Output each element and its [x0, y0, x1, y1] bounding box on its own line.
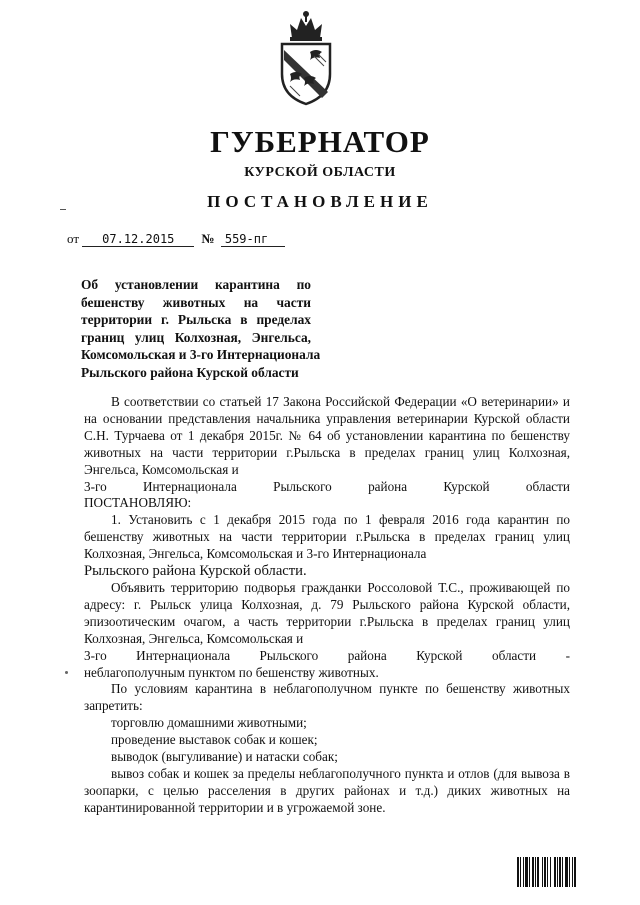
date-prefix: от [67, 231, 80, 246]
prohibition-item: проведение выставок собак и кошек; [111, 732, 318, 748]
subject-line: территории г. Рыльска в пределах [81, 312, 311, 328]
document-number-line [67, 231, 285, 247]
document-date: 07.12.2015 [82, 233, 194, 247]
export-prohibition-paragraph: вывоз собак и кошек за пределы неблагополучного пункта и отлов (для вывоза в зоопарки, с целью расселения в других районах и т.д.) диких животных на карантинированной территории и в угрожаемой зоне. [84, 765, 570, 815]
document-type-heading: ПОСТАНОВЛЕНИЕ [207, 192, 433, 211]
margin-dot [65, 671, 68, 674]
item-1-end: Рыльского района Курской области. [84, 563, 307, 580]
quarantine-conditions-paragraph: По условиям карантина в неблагополучном пункте по бешенству животных запретить: [84, 681, 570, 714]
prohibition-item: выводок (выгуливание) и натаски собак; [111, 749, 338, 765]
barcode-icon [517, 857, 611, 887]
margin-mark [60, 209, 66, 210]
subject-line: Рыльского района Курской области [81, 364, 299, 380]
outbreak-paragraph: Объявить территорию подворья гражданки Россоловой Т.С., проживающей по адресу: г. Рыльск улица Колхозная, д. 79 Рыльского района Курской области, эпизоотическим очагом, а часть территории г.Рыльска в пределах границ улиц Колхозная, Энгельса, Комсомольская и [84, 579, 570, 646]
preamble-paragraph: В соответствии со статьей 17 Закона Российской Федерации «О ветеринарии» и на основании представления начальника управления ветеринарии Курской области С.Н. Турчаева от 1 декабря 2015г. № 64 об установлении карантина по бешенству животных на части территории г.Рыльска в пределах границ улиц Колхозная, Энгельса, Комсомольская и [84, 394, 570, 477]
document-subject [81, 276, 321, 382]
subject-line: Комсомольская и 3-го Интернационала [81, 347, 321, 363]
outbreak-end: неблагополучным пунктом по бешенству животных. [84, 664, 379, 680]
subject-line: бешенству животных на части [81, 294, 311, 310]
preamble-last-line: 3-го Интернационала Рыльского района Курской области [84, 478, 570, 494]
subject-line: границ улиц Колхозная, Энгельса, [81, 329, 311, 345]
prohibition-item: торговлю домашними животными; [111, 715, 307, 731]
decree-word: ПОСТАНОВЛЯЮ: [84, 495, 192, 511]
document-number: 559-пг [221, 233, 285, 247]
kursk-coat-of-arms-icon [270, 8, 342, 108]
document-authority-title: ГУБЕРНАТОР [210, 124, 430, 159]
region-name: КУРСКОЙ ОБЛАСТИ [244, 165, 396, 180]
document-body [84, 394, 570, 817]
outbreak-line: 3-го Интернационала Рыльского района Курской области - [84, 647, 570, 663]
number-label: № [201, 231, 215, 246]
item-1-paragraph: 1. Установить с 1 декабря 2015 года по 1 февраля 2016 года карантин по бешенству животных на части территории г.Рыльска в пределах границ улиц Колхозная, Энгельса, Комсомольская и 3-го Интернационала [84, 512, 570, 562]
subject-line: Об установлении карантина по [81, 277, 311, 292]
